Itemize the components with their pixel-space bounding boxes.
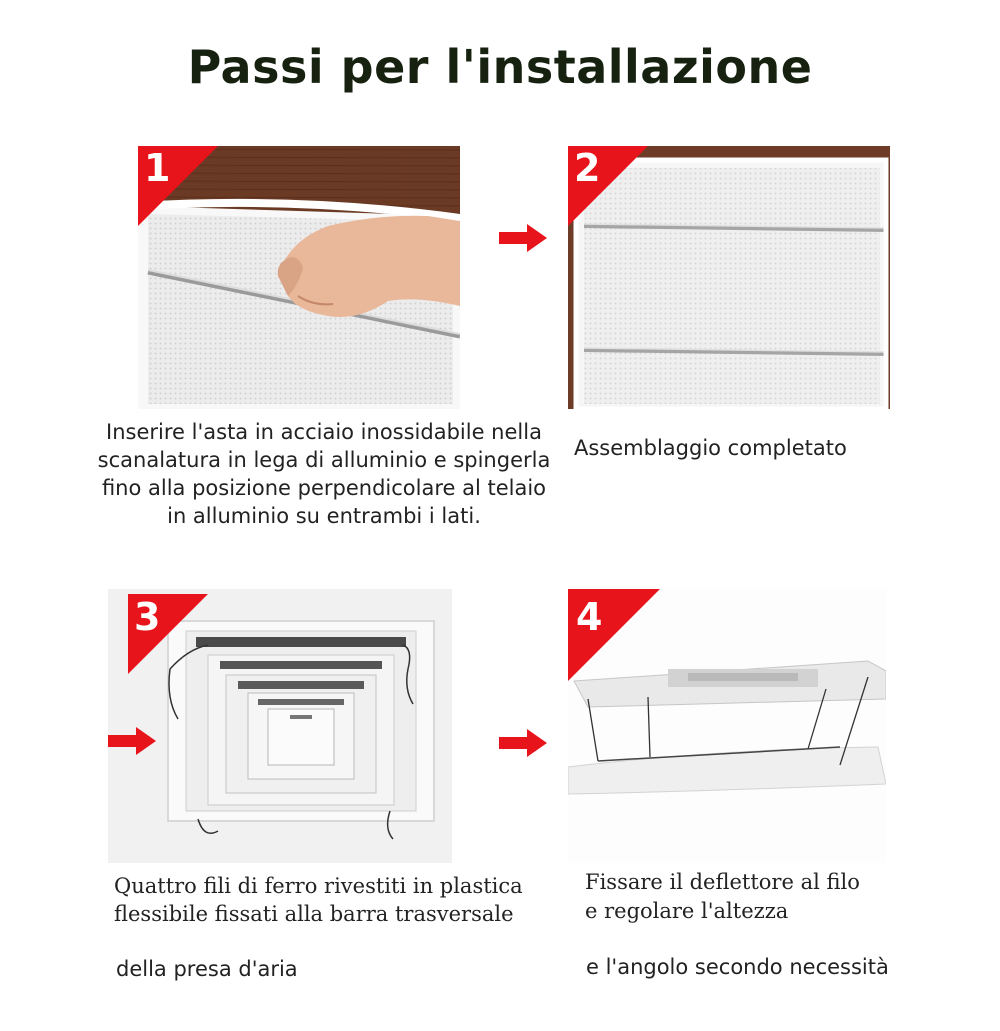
step-3-caption-line2: flessibile fissati alla barra trasversale xyxy=(114,902,514,926)
step-number-3: 3 xyxy=(134,595,161,639)
step-3-caption-line1: Quattro fili di ferro rivestiti in plastica xyxy=(114,874,523,898)
arrow-right-icon xyxy=(499,729,547,757)
step-2-caption: Assemblaggio completato xyxy=(574,436,847,460)
step-1-caption: Inserire l'asta in acciaio inossidabile nella scanalatura in lega di alluminio e spingerla fino alla posizione perpendicolare al telaio in alluminio su entrambi i lati. xyxy=(97,420,551,528)
step-2-image xyxy=(568,146,890,409)
step-1-image xyxy=(138,146,460,409)
step-4-caption-line1: Fissare il deflettore al filo xyxy=(585,870,860,894)
step-number-1: 1 xyxy=(144,146,171,190)
step-3-caption-line3: della presa d'aria xyxy=(116,957,298,981)
step-4-caption-line3: e l'angolo secondo necessità xyxy=(586,955,889,979)
step-3-image xyxy=(108,589,452,863)
step-number-4: 4 xyxy=(576,595,603,639)
step-4-caption-line2: e regolare l'altezza xyxy=(585,899,789,923)
step-number-2: 2 xyxy=(574,146,601,190)
page-title: Passi per l'installazione xyxy=(187,40,813,94)
step-4-image xyxy=(568,589,886,863)
arrow-right-icon xyxy=(108,727,156,755)
arrow-right-icon xyxy=(499,224,547,252)
